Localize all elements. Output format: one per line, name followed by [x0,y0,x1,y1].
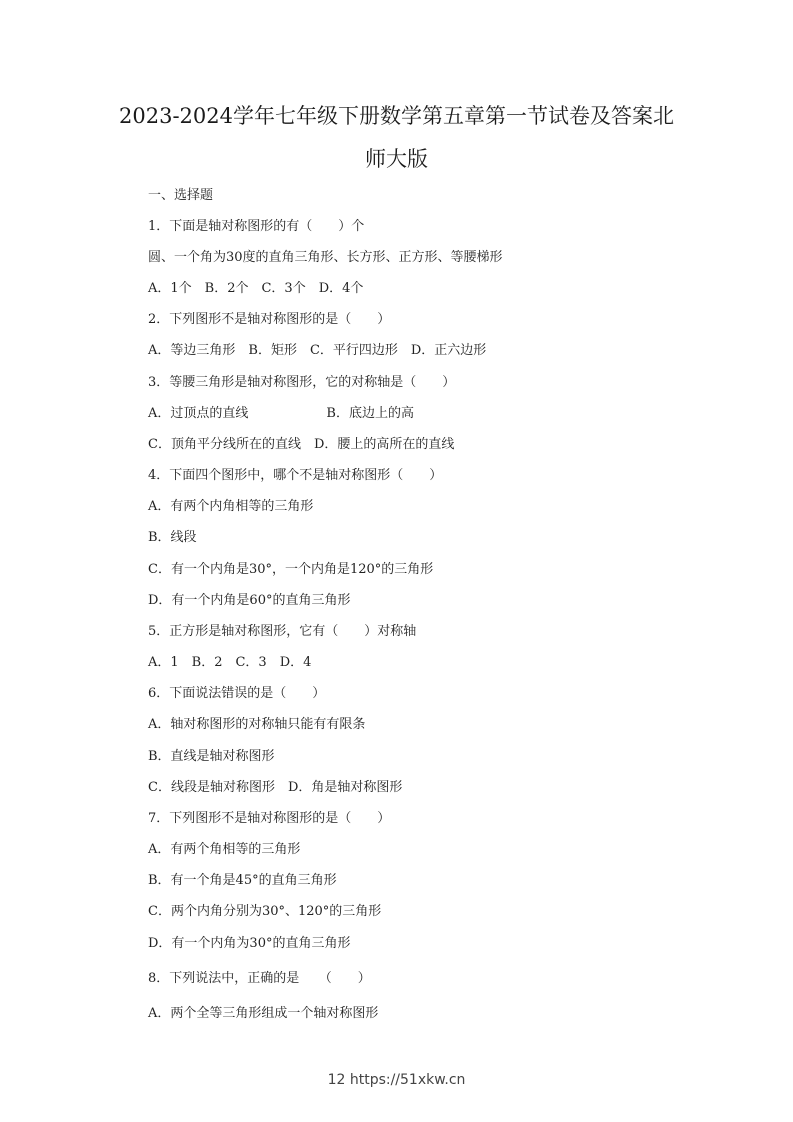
question-7: 7．下列图形不是轴对称图形的是（ ） [148,811,391,826]
question-6-option-b: B．直线是轴对称图形 [148,749,275,764]
question-3-options-ab: A．过顶点的直线 B．底边上的高 [148,406,414,421]
question-7-option-d: D．有一个内角为30°的直角三角形 [148,936,351,951]
question-7-option-b: B．有一个角是45°的直角三角形 [148,873,337,888]
question-5-options: A．1 B．2 C．3 D．4 [148,655,312,670]
page-title-line-1: 2023-2024学年七年级下册数学第五章第一节试卷及答案北 [119,104,674,128]
question-1-options: A．1个 B．2个 C．3个 D．4个 [148,281,364,296]
question-6-options-cd: C．线段是轴对称图形 D．角是轴对称图形 [148,780,403,795]
question-1-content: 圆、一个角为30度的直角三角形、长方形、正方形、等腰梯形 [148,250,503,265]
question-3-options-cd: C．顶角平分线所在的直线 D．腰上的高所在的直线 [148,437,455,452]
question-2-options: A．等边三角形 B．矩形 C．平行四边形 D．正六边形 [148,343,487,358]
question-4-option-b: B．线段 [148,530,197,545]
page-footer: 12 https://51xkw.cn [327,1072,466,1088]
question-4-option-d: D．有一个内角是60°的直角三角形 [148,593,351,608]
question-3: 3．等腰三角形是轴对称图形，它的对称轴是（ ） [148,375,456,390]
question-7-option-c: C．两个内角分别为30°、120°的三角形 [148,904,382,919]
question-4: 4．下面四个图形中，哪个不是轴对称图形（ ） [148,468,443,483]
question-5: 5．正方形是轴对称图形，它有（ ）对称轴 [148,624,417,639]
question-2: 2．下列图形不是轴对称图形的是（ ） [148,312,391,327]
question-1: 1．下面是轴对称图形的有（ ）个 [148,219,365,234]
question-8: 8．下列说法中，正确的是 （ ） [148,971,371,986]
question-4-option-a: A．有两个内角相等的三角形 [148,499,314,514]
question-8-option-a: A．两个全等三角形组成一个轴对称图形 [148,1006,379,1021]
question-4-option-c: C．有一个内角是30°，一个内角是120°的三角形 [148,562,434,577]
question-6-option-a: A．轴对称图形的对称轴只能有有限条 [148,717,366,732]
question-7-option-a: A．有两个角相等的三角形 [148,842,301,857]
page-title-line-2: 师大版 [365,147,428,171]
section-heading: 一、选择题 [148,188,214,203]
question-6: 6．下面说法错误的是（ ） [148,686,326,701]
